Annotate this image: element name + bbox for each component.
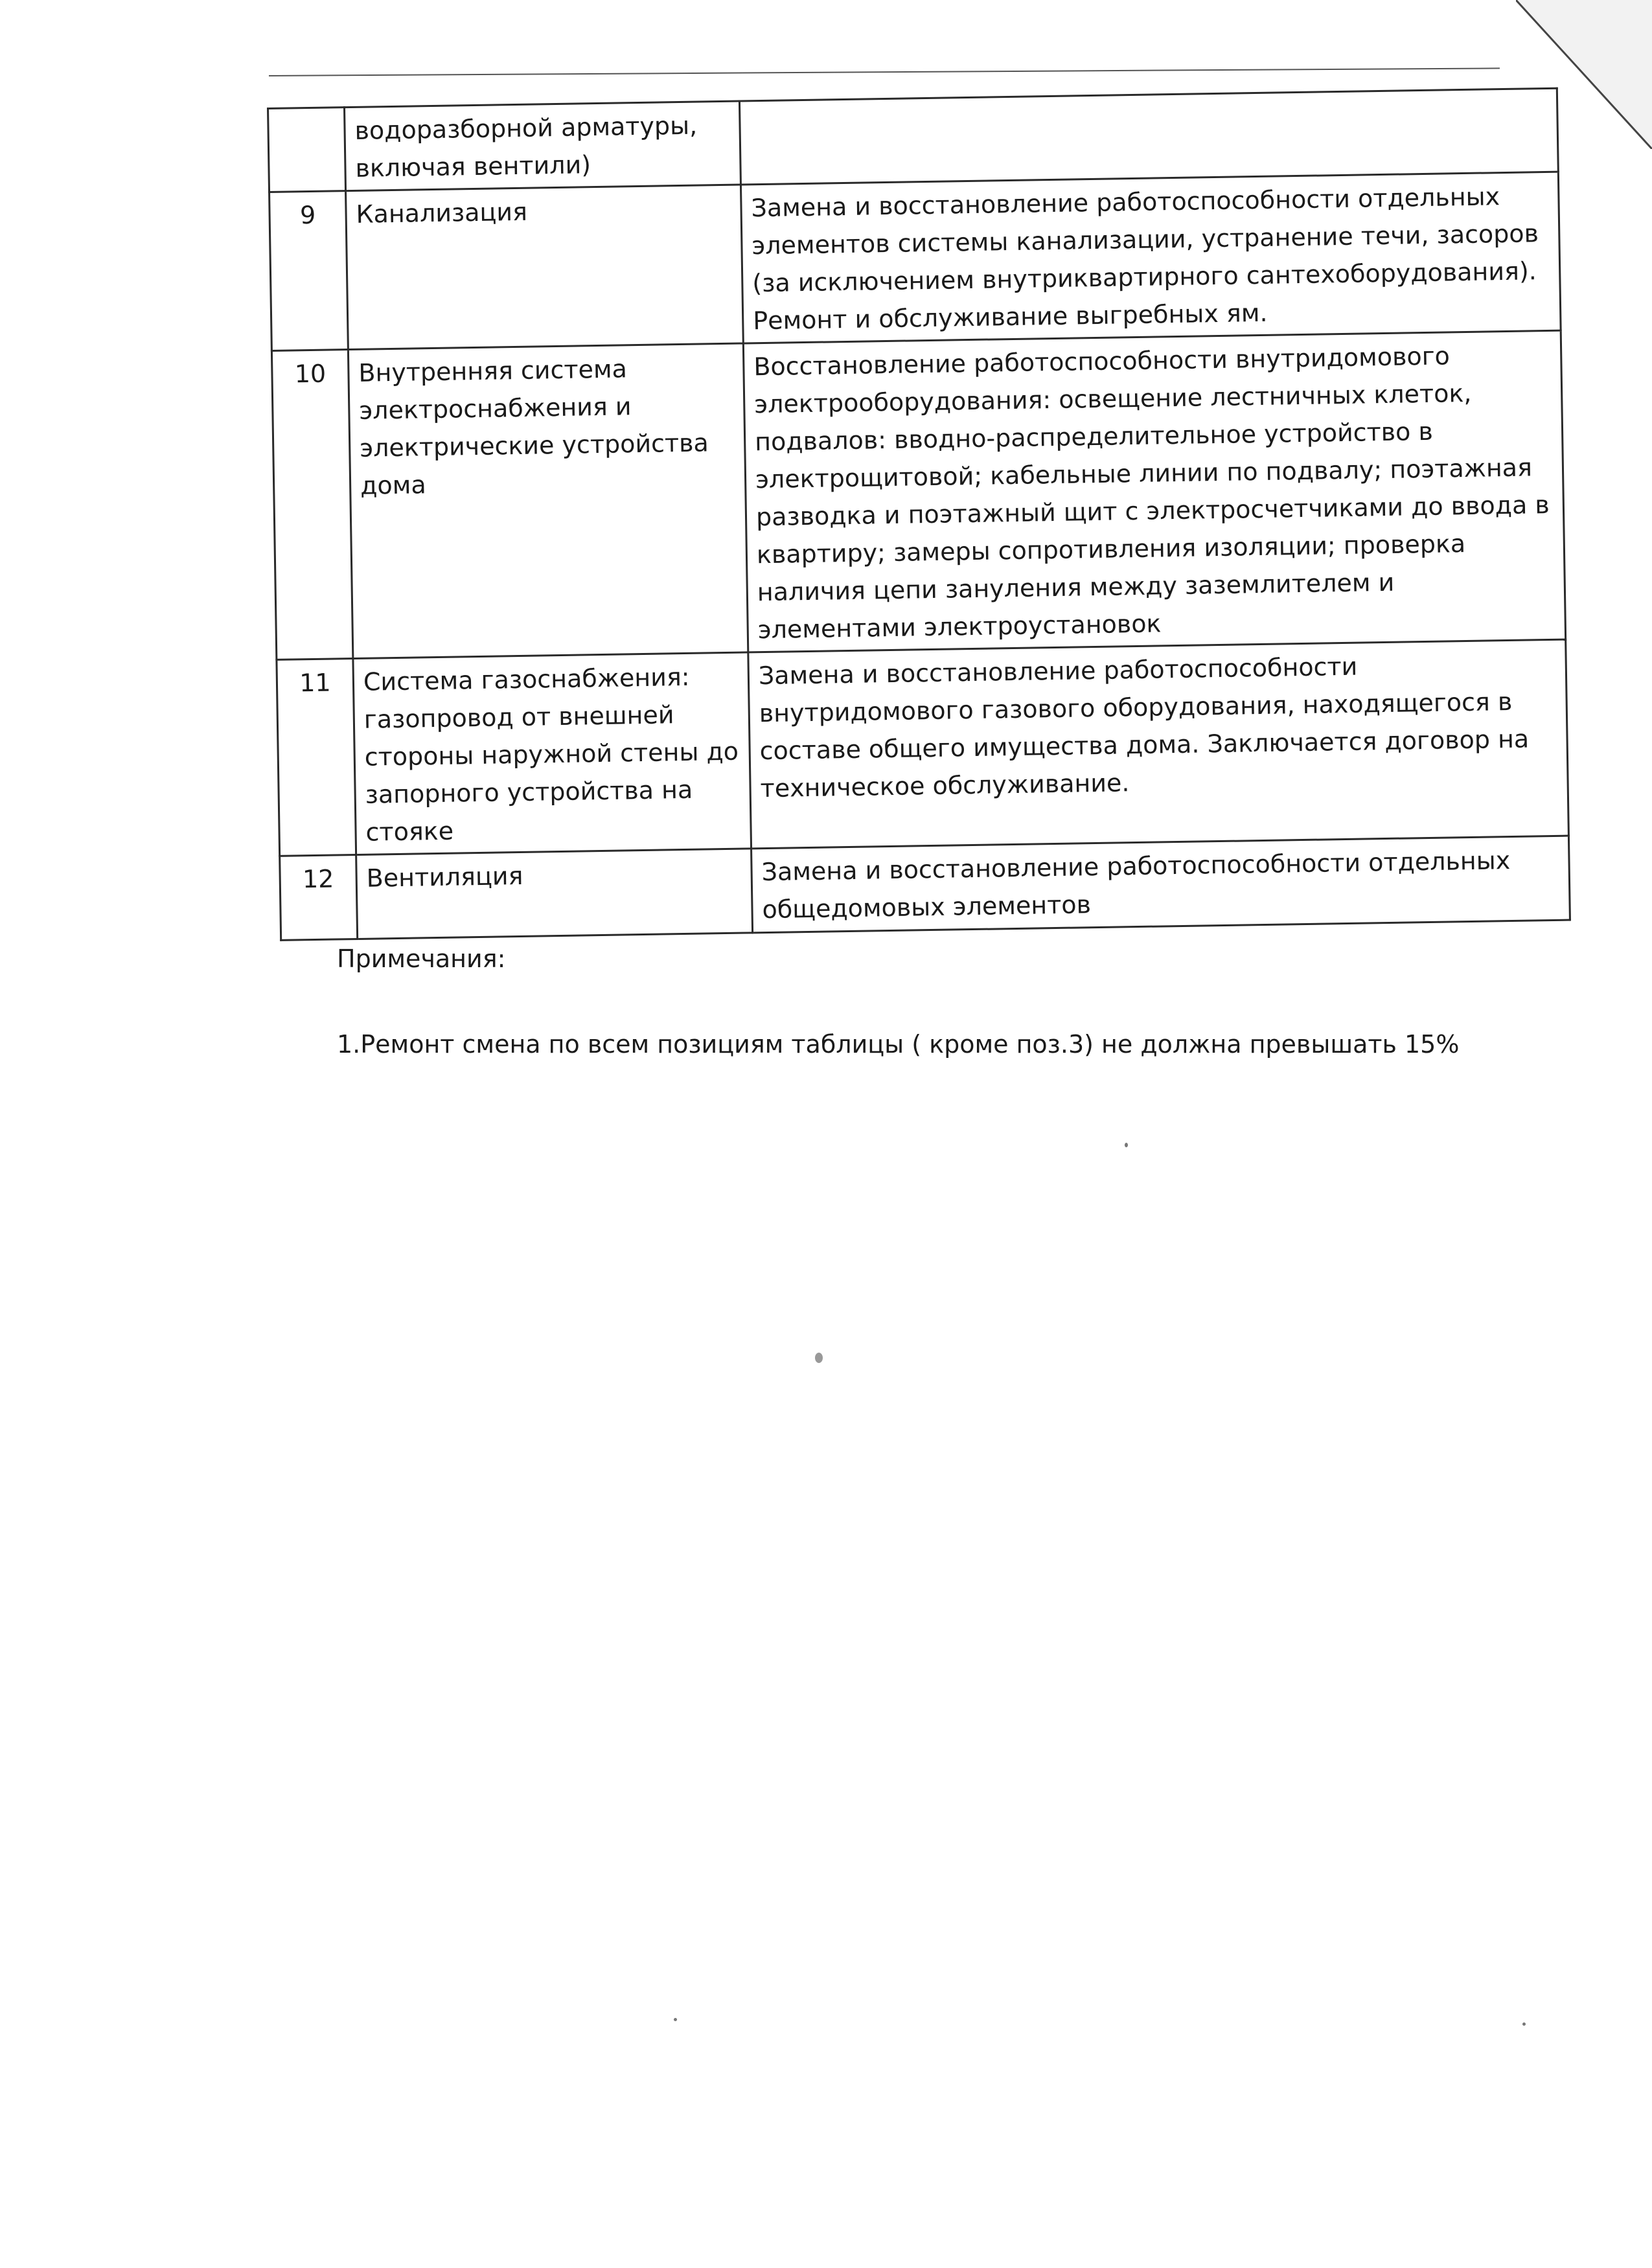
scan-speck — [1522, 2022, 1526, 2026]
top-scan-line — [269, 67, 1500, 76]
table-row — [270, 172, 1561, 350]
scan-speck — [1125, 1143, 1128, 1147]
row-work-description: Замена и восстановление работоспособности внутридомового газового оборудования, находящегося в составе общего имущества дома. Заключается договор на техническое обслуживание. — [748, 639, 1569, 849]
row-element-name: Система газоснабжения: газопровод от внешней стороны наружной стены до запорного устройства на стояке — [353, 652, 751, 855]
row-number — [268, 108, 346, 192]
row-number: 11 — [277, 659, 356, 856]
row-number: 9 — [270, 191, 349, 351]
table-row — [277, 639, 1569, 856]
row-work-description: Замена и восстановление работоспособности отдельных общедомовых элементов — [751, 836, 1570, 933]
scan-speck — [674, 2018, 677, 2021]
row-work-description — [739, 88, 1558, 185]
row-work-description: Восстановление работоспособности внутридомового электрооборудования: освещение лестничных клеток, подвалов: вводно-распределительное устройство в электрощитовой; кабельные линии по подвалу; поэтажная разводка и поэтажный щит с электросчетчиками до ввода в квартиру; замеры сопротивления изоляции; проверка наличия цепи зануления между заземлителем и элементами электроустановок — [743, 330, 1565, 652]
row-element-name: Вентиляция — [356, 849, 753, 939]
row-number: 10 — [271, 350, 352, 660]
row-element-name: Внутренняя система электроснабжения и электрические устройства дома — [348, 343, 748, 659]
note-item: 1.Ремонт смена по всем позициям таблицы ( кроме поз.3) не должна превышать 15% — [337, 1030, 1460, 1059]
row-element-name: Канализация — [346, 185, 744, 350]
row-element-name: водоразборной арматуры, включая вентили) — [345, 101, 741, 191]
table-row — [271, 330, 1565, 659]
notes-title: Примечания: — [337, 945, 506, 973]
row-work-description: Замена и восстановление работоспособности отдельных элементов системы канализации, устранение течи, засоров (за исключением внутриквартирного сантехоборудования). Ремонт и обслуживание выгребных ям. — [740, 172, 1561, 343]
maintenance-table — [267, 87, 1571, 941]
scan-speck — [815, 1353, 823, 1363]
row-number: 12 — [280, 854, 358, 940]
notes-section — [337, 943, 1459, 1060]
